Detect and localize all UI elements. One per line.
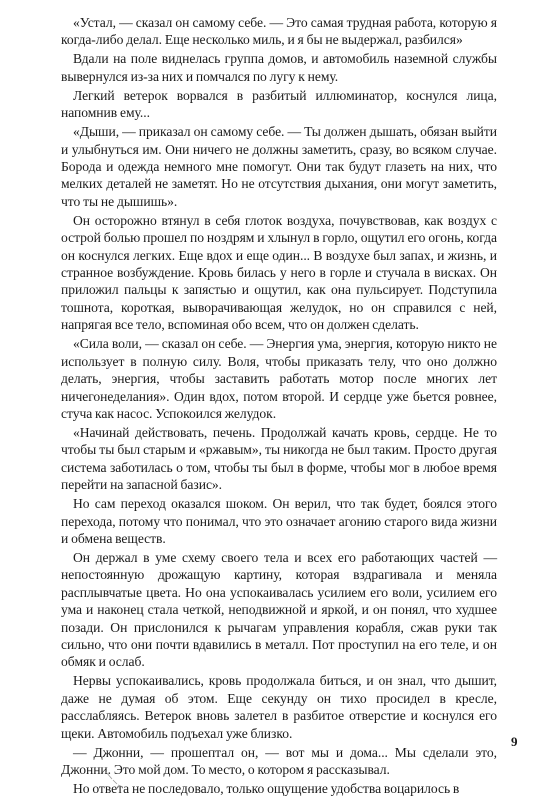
paragraph: Но ответа не последовало, только ощущение удобства воцарилось в <box>73 781 460 796</box>
paragraph: — Джонни, — прошептал он, — вот мы и дома... Мы сделали это, Джонни. Это мой дом. То место, о котором я рассказывал. <box>61 744 497 777</box>
book-page-text <box>61 14 497 797</box>
paragraph: Он осторожно втянул в себя глоток воздуха, почувствовав, как воздух с острой болью прошел по ноздрям и хлынул в горло, ощутил его огонь, когда он коснулся легких. Еще вдох и еще один... В воздухе был запах, и жизнь, и странное возбуждение. Кровь билась у него в горле и стучала в висках. Он приложил пальцы к запястью и ощутил, как она пульсирует. Подступила тошнота, короткая, выворачивающая желудок, но он справился с ней, напрягая все тело, вспоминая обо всем, что он должен сделать. <box>61 212 497 333</box>
paragraph: Вдали на поле виднелась группа домов, и автомобиль наземной службы вывернулся из-за них и помчался по лугу к нему. <box>61 51 497 84</box>
paragraph: Нервы успокаивались, кровь продолжала биться, и он знал, что дышит, даже не думая об этом. Еще секунду он тихо просидел в кресле, расслабляясь. Ветерок вновь залетел в разбитое отверстие и коснулся его щеки. Автомобиль подъехал уже близко. <box>61 673 497 741</box>
paragraph: Он держал в уме схему своего тела и всех его работающих частей — непостоянную дрожащую картину, которая вздрагивала и меняла расплывчатые цвета. Но она успокаивалась усилием его воли, усилием его ума и наконец стала четкой, неподвижной и яркой, и он понял, что худшее позади. Он прислонился к рычагам управления корабля, сжав руки так сильно, что они почти вдавились в металл. Пот проступил на его теле, и он обмяк и ослаб. <box>61 549 497 670</box>
paragraph: «Сила воли, — сказал он себе. — Энергия ума, энергия, которую никто не использует в полную силу. Воля, чтобы приказать телу, что оно должно делать, энергия, чтобы заставить работать мотор после многих лет ничегонеделания». Один вдох, потом второй. И сердце уже бьется ровнее, стуча как насос. Успокоился желудок. <box>61 336 497 421</box>
paragraph: Но сам переход оказался шоком. Он верил, что так будет, боялся этого перехода, потому что понимал, что это означает агонию старого вида жизни и обмена веществ. <box>61 496 497 546</box>
paragraph: «Дыши, — приказал он самому себе. — Ты должен дышать, обязан выйти и улыбнуться им. Они ничего не должны заметить, сразу, во всяком случае. Борода и одежда немного мне помогут. Они так будут глазеть на них, что мелких деталей не заметят. Но не отсутствия дыхания, они могут заметить, что ты не дышишь». <box>61 124 497 209</box>
paragraph: «Устал, — сказал он самому себе. — Это самая трудная работа, которую я когда-либо делал. Еще несколько миль, и я бы не выдержал, разбился» <box>61 15 497 48</box>
paragraph: «Начинай действовать, печень. Продолжай качать кровь, сердце. Не то чтобы ты был старым и «ржавым», ты никогда не был таким. Просто другая система заботилась о том, чтобы ты был в форме, чтобы мог в любое время перейти на запасной базис». <box>61 424 497 493</box>
scan-mark-icon <box>104 770 126 788</box>
paragraph: Легкий ветерок ворвался в разбитый иллюминатор, коснулся лица, напомнив ему... <box>61 87 497 121</box>
page-number: 9 <box>511 734 518 749</box>
